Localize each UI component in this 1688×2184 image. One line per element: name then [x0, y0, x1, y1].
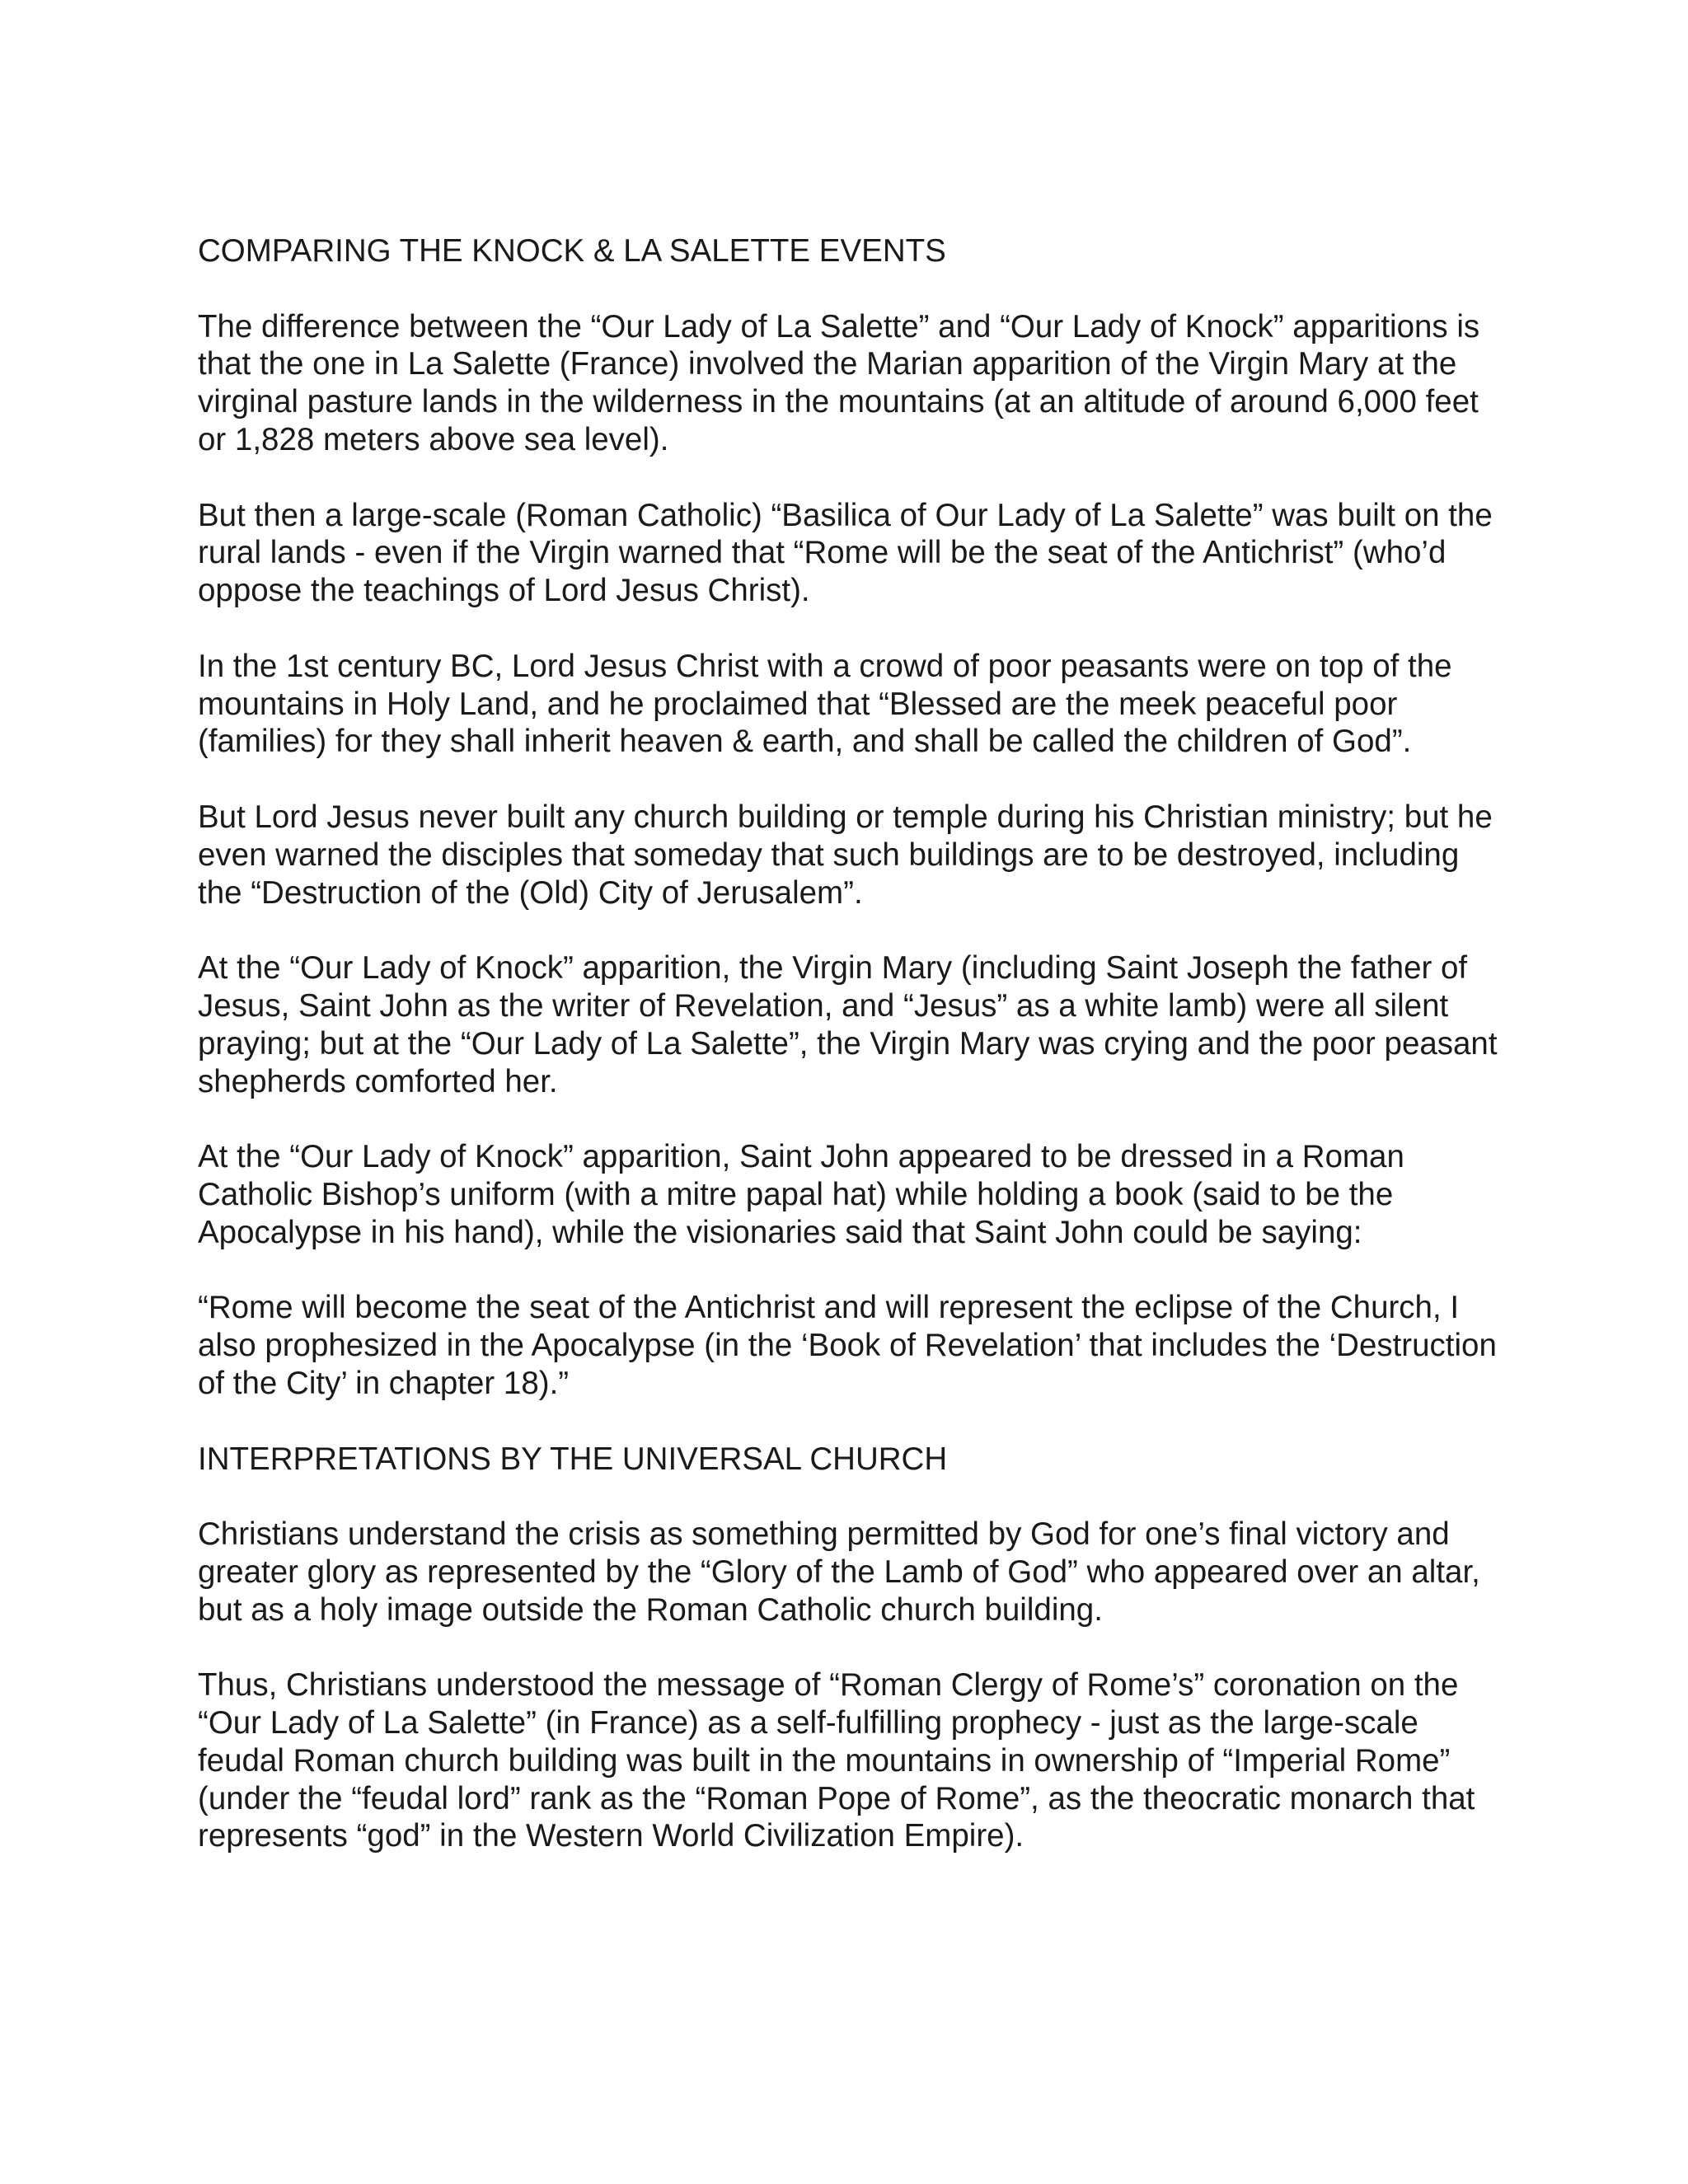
paragraph-first-century: In the 1st century BC, Lord Jesus Christ with a crowd of poor peasants were on top of the mountains in Holy Land, and he proclaimed that “Blessed are the meek peaceful poor (families) for they shall inherit heaven & earth, and shall be called the children of God”. [198, 648, 1452, 760]
paragraph-christians-understand: Christians understand the crisis as something permitted by God for one’s final victory and greater glory as represented by the “Glory of the Lamb of God” who appeared over an altar, but as a holy image outside the Roman Catholic church building. [198, 1516, 1480, 1628]
paragraph-thus-christians: Thus, Christians understood the message of “Roman Clergy of Rome’s” coronation on the “Our Lady of La Salette” (in France) as a self-fulfilling prophecy - just as the large-scale feudal Roman church building was built in the mountains in ownership of “Imperial Rome” (under the “feudal lord” rank as the “Roman Pope of Rome”, as the theocratic monarch that represents “god” in the Western World Civilization Empire). [198, 1667, 1475, 1854]
paragraph-saint-john: At the “Our Lady of Knock” apparition, Saint John appeared to be dressed in a Roman Catholic Bishop’s uniform (with a mitre papal hat) while holding a book (said to be the Apocalypse in his hand), while the visionaries said that Saint John could be saying: [198, 1139, 1404, 1250]
paragraph-basilica: But then a large-scale (Roman Catholic) “Basilica of Our Lady of La Salette” was built on the rural lands - even if the Virgin warned that “Rome will be the seat of the Antichrist” (who’d oppose the teachings of Lord Jesus Christ). [198, 497, 1493, 609]
paragraph-quote-rome: “Rome will become the seat of the Antichrist and will represent the eclipse of the Church, I also prophesized in the Apocalypse (in the ‘Book of Revelation’ that includes the ‘Destruction of the City’ in chapter 18).” [198, 1290, 1497, 1401]
section-heading-interpretations: INTERPRETATIONS BY THE UNIVERSAL CHURCH [198, 1441, 948, 1477]
paragraph-no-church-building: But Lord Jesus never built any church building or temple during his Christian ministry; but he even warned the disciples that someday that such buildings are to be destroyed, including the “Destruction of the (Old) City of Jerusalem”. [198, 799, 1493, 911]
section-heading-comparing: COMPARING THE KNOCK & LA SALETTE EVENTS [198, 233, 946, 269]
paragraph-difference: The difference between the “Our Lady of La Salette” and “Our Lady of Knock” apparitions is that the one in La Salette (France) involved the Marian apparition of the Virgin Mary at the virginal pasture lands in the wilderness in the mountains (at an altitude of around 6,000 feet or 1,828 meters above sea level). [198, 308, 1480, 457]
paragraph-knock-apparition: At the “Our Lady of Knock” apparition, the Virgin Mary (including Saint Joseph the father of Jesus, Saint John as the writer of Revelation, and “Jesus” as a white lamb) were all silent praying; but at the “Our Lady of La Salette”, the Virgin Mary was crying and the poor peasant shepherds comforted her. [198, 950, 1498, 1099]
document-body [198, 232, 1500, 1893]
